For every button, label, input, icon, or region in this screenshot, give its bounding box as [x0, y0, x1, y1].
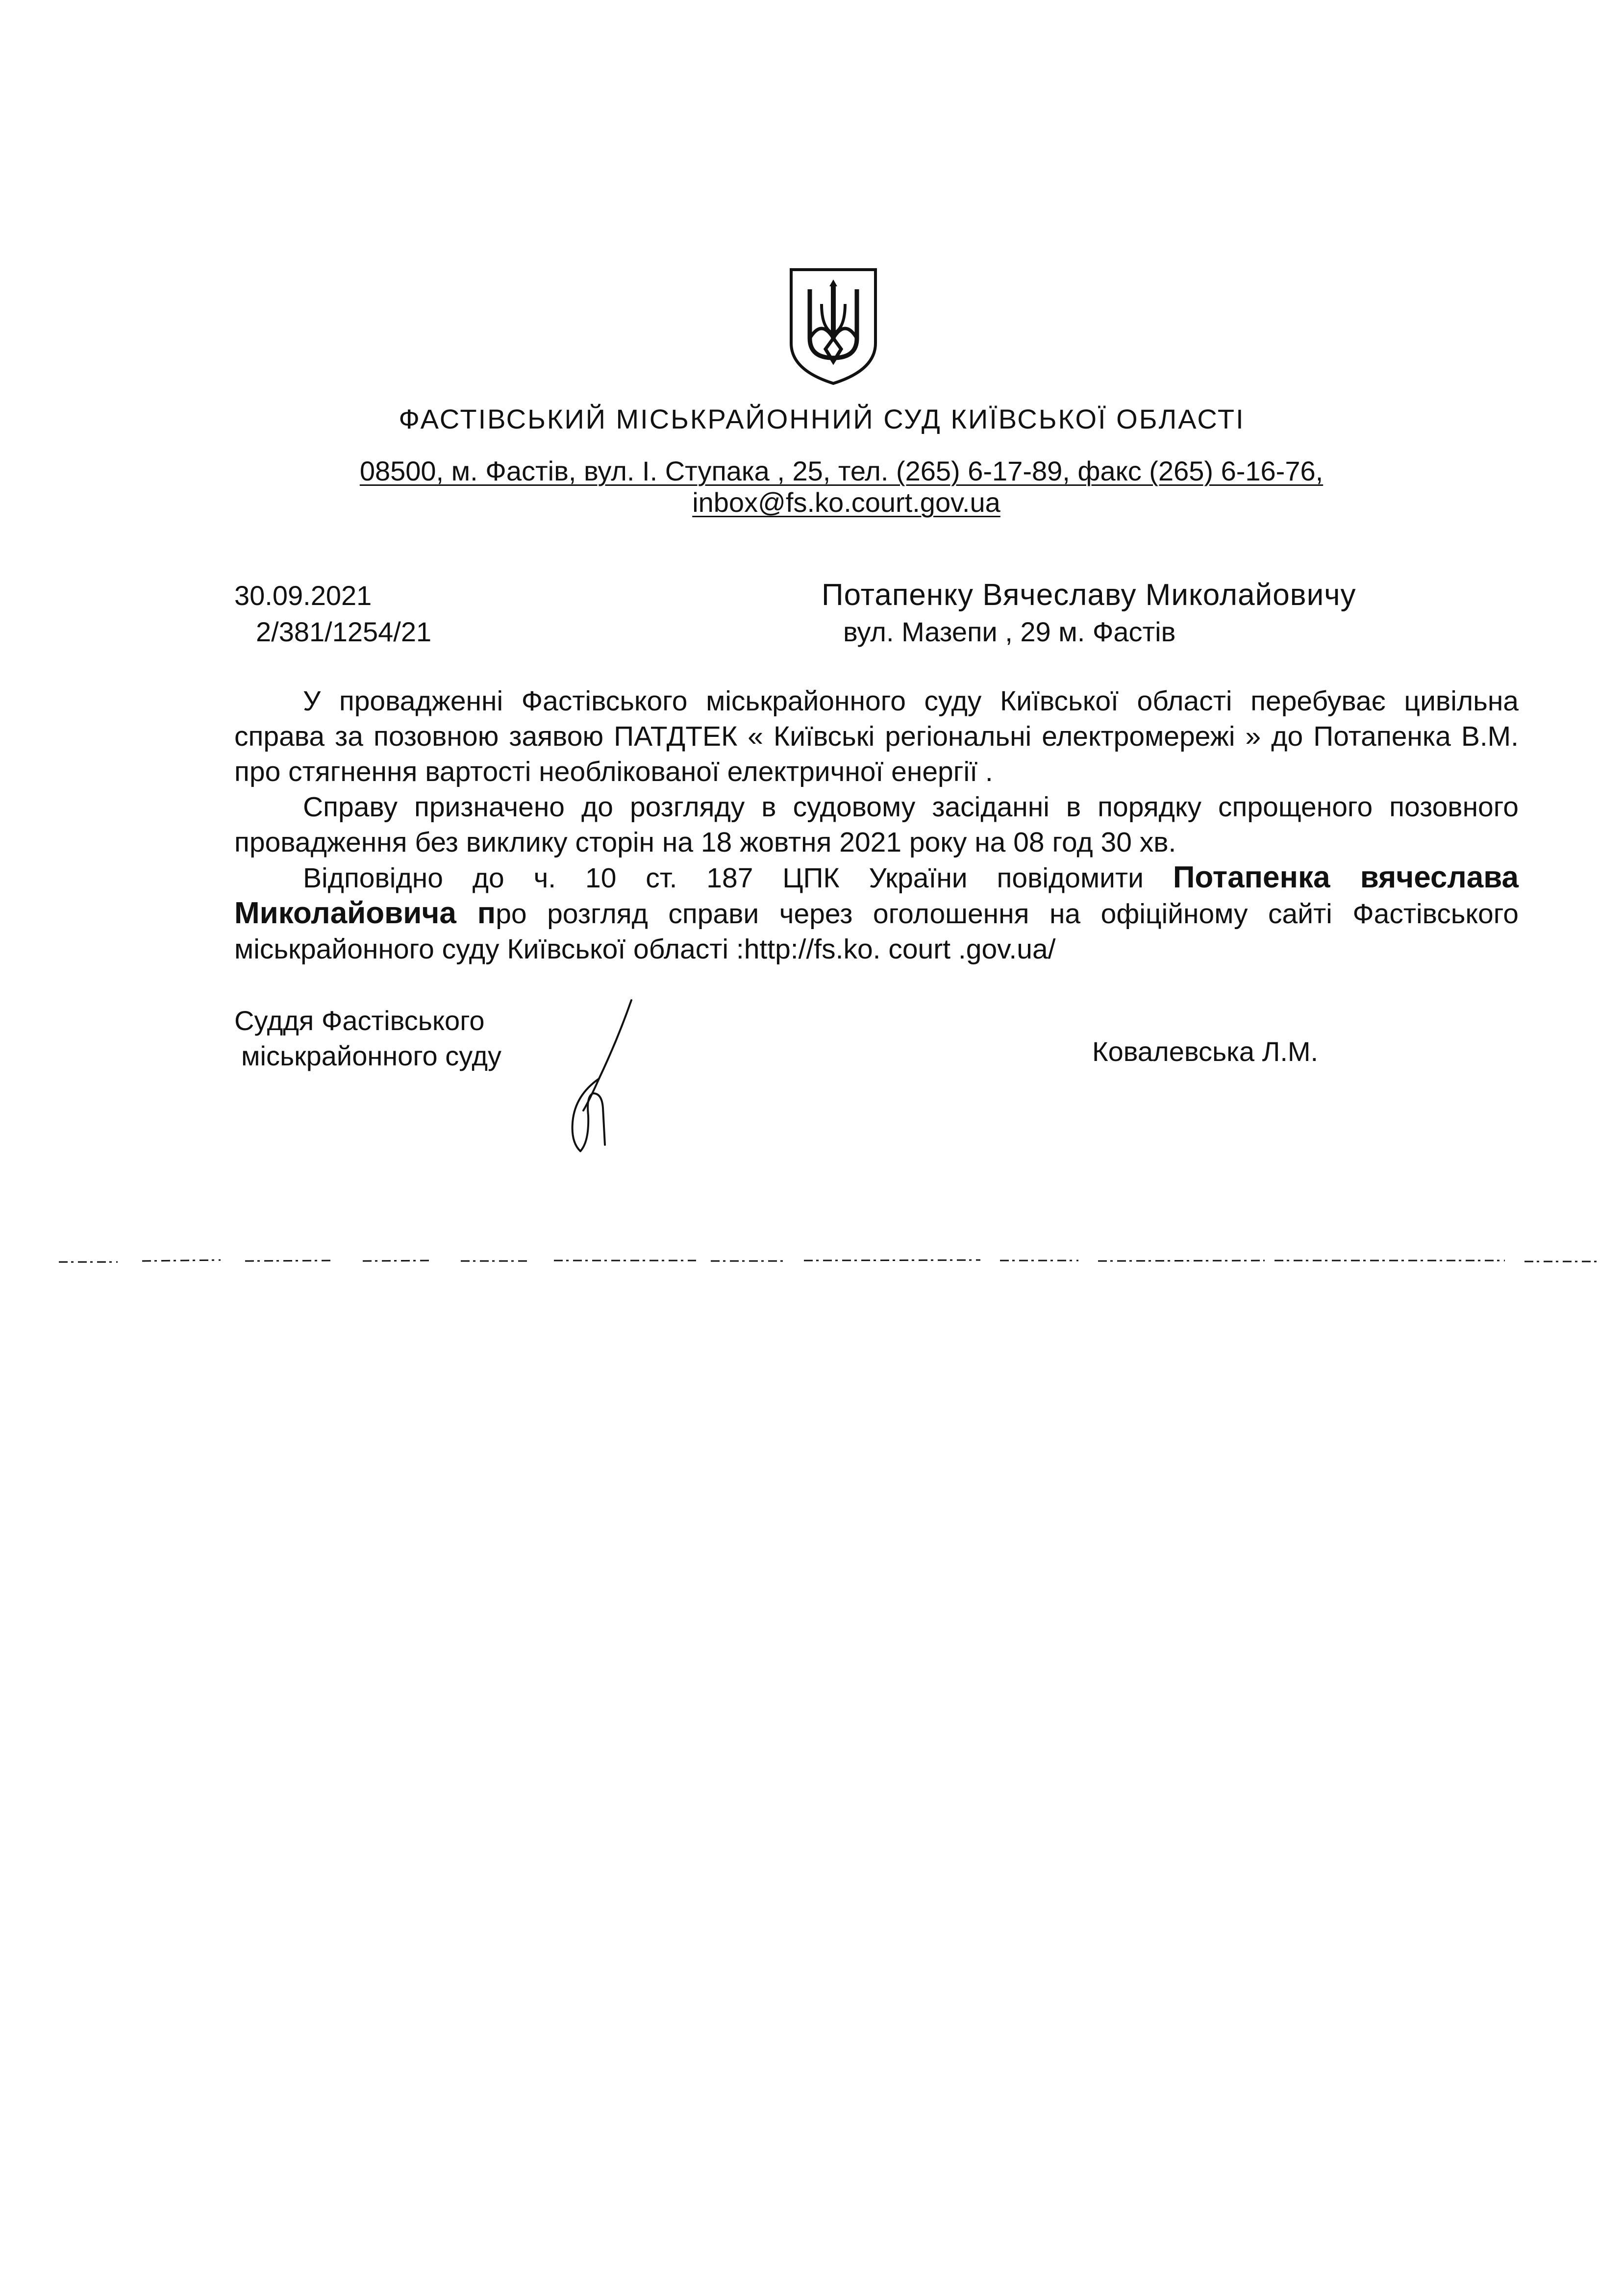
- tryzub-coat-of-arms-icon: [784, 265, 882, 387]
- court-name: ФАСТІВСЬКИЙ МІСЬКРАЙОННИЙ СУД КИЇВСЬКОЇ ОБЛАСТІ: [399, 404, 1245, 434]
- recipient-address: вул. Мазепи , 29 м. Фастів: [843, 616, 1176, 647]
- judge-title: [234, 1003, 501, 1074]
- body-paragraph-3-start: Відповідно до ч. 10 ст. 187 ЦПК України повідомити: [303, 862, 1173, 894]
- judge-title-line-2: міськрайонного суду: [241, 1040, 502, 1071]
- body-paragraph-1: У провадженні Фастівського міськрайонного суду Київської області перебуває цивільна справа за позовною заявою ПАТДТЕК « Київські регіональні електромережі » до Потапенка В.М. про стягнення вартості необлікованої електричної енергії .: [234, 685, 1519, 787]
- notice-body: [234, 683, 1519, 967]
- court-email: inbox@fs.ko.court.gov.ua: [692, 487, 1000, 518]
- judge-title-line-1: Суддя Фастівського: [234, 1005, 485, 1036]
- body-paragraph-3-end: ро розгляд справи через оголошення на офіційному сайті Фастівського міськрайонного суду Київської області :http://fs.ko. court .gov.ua/: [234, 898, 1519, 965]
- defendant-name: Потапенка вячеслава Миколайовича п: [234, 860, 1519, 930]
- body-paragraph-3: [234, 860, 1519, 967]
- document-reg-number: 2/381/1254/21: [256, 616, 432, 647]
- body-paragraph-2: Справу призначено до розгляду в судовому засіданні в порядку спрощеного позовного провадження без виклику сторін на 18 жовтня 2021 року на 08 год 30 хв.: [234, 791, 1519, 858]
- handwritten-signature: [544, 995, 642, 1157]
- document-date: 30.09.2021: [234, 580, 372, 611]
- recipient-name: Потапенку Вячеславу Миколайовичу: [822, 578, 1356, 612]
- court-address: 08500, м. Фастів, вул. І. Ступака , 25, тел. (265) 6-17-89, факс (265) 6-16-76,: [359, 455, 1324, 486]
- judge-name: Ковалевська Л.М.: [1092, 1036, 1319, 1067]
- page-fold-line: [59, 1255, 1598, 1267]
